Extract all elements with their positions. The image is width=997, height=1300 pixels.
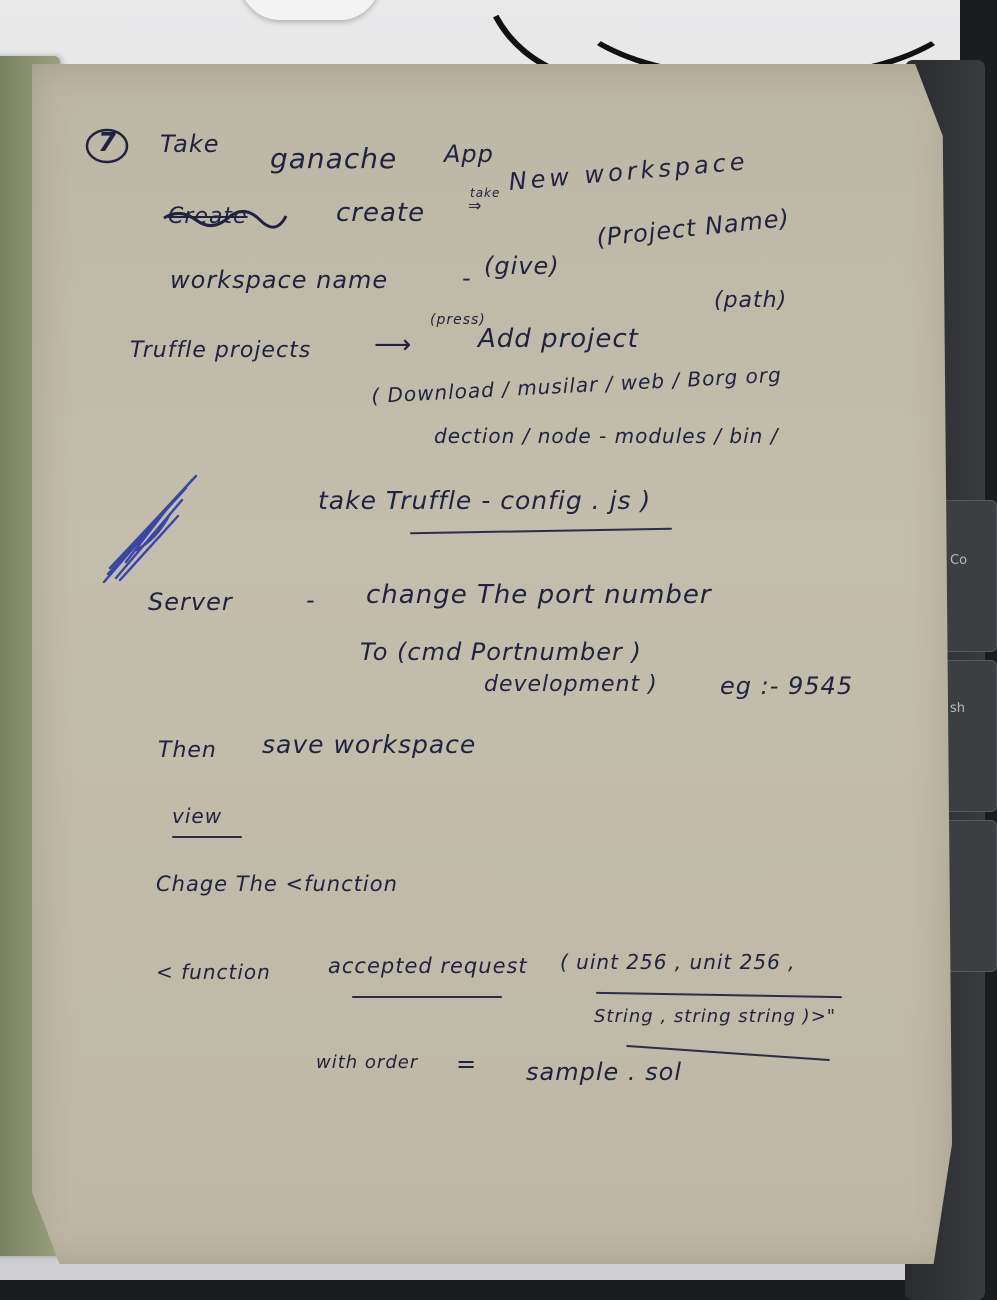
note-text: - [462,264,472,292]
note-text: Chage The <function [156,872,398,896]
note-text: accepted request [328,954,528,978]
note-text: - [306,586,316,614]
strike-scribble [160,206,290,230]
note-text: ( Download / musilar / web / Borg org [370,362,783,408]
note-text: with order [316,1052,419,1073]
note-text: (give) [484,252,560,280]
underline [172,836,242,838]
note-small-text: take [470,186,501,200]
note-text: < function [156,960,271,984]
note-text: save workspace [262,730,477,759]
note-text: String , string string )>" [594,1006,837,1027]
arrow: ⇒ [468,196,483,215]
note-text: sample . sol [526,1058,682,1086]
note-text: = [456,1050,478,1078]
note-text: view [172,804,223,828]
note-text: Add project [478,324,639,354]
note-text: Then [158,738,217,763]
note-text: (path) [714,288,788,313]
note-text: dection / node - modules / bin / [434,424,779,448]
note-text: App [444,140,494,168]
note-text: create [336,198,426,228]
struck-text: Create [168,204,248,229]
note-text: Truffle projects [130,338,312,363]
step-number: 7 [98,128,118,158]
pen-scribble [96,470,206,590]
note-text: development ) [484,672,658,697]
laptop-key: Co [935,500,997,652]
note-text: New workspace [507,147,750,196]
note-text: Take [160,130,220,158]
note-text: ( uint 256 , unit 256 , [560,950,796,974]
note-small-text: (press) [430,312,486,328]
note-text: (Project Name) [595,203,792,252]
arrow: ⟶ [374,330,413,360]
note-text: To (cmd Portnumber ) [360,638,642,666]
laptop-key: sh [935,660,997,812]
note-text: Server [148,588,233,616]
note-text: take Truffle - config . js ) [318,486,652,515]
note-text: eg :- 9545 [720,672,854,700]
note-text: change The port number [366,580,712,610]
underline [352,996,502,998]
note-text: workspace name [170,266,389,294]
note-text: ganache [270,142,398,175]
